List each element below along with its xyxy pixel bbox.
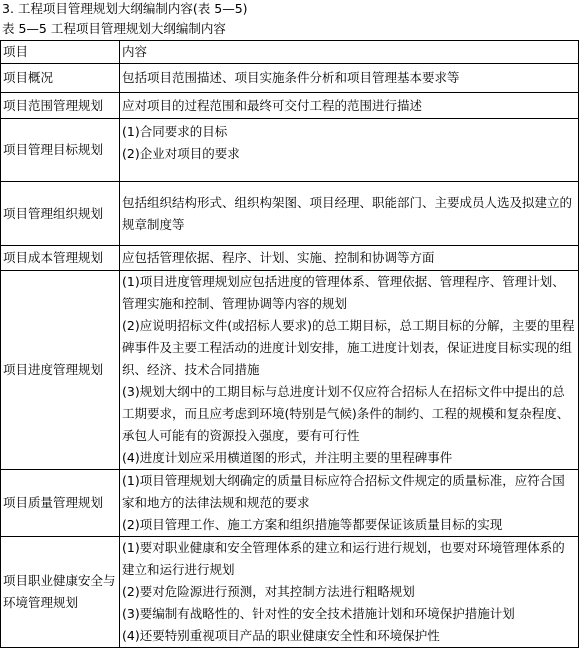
content-line: (2)项目管理工作、施工方案和组织措施等都要保证该质量目标的实现 [122, 517, 503, 532]
content-line: (2)应说明招标文件(或招标人要求)的总工期目标，总工期目标的分解，主要的里程碑事件及主要工程活动的进度计划安排，施工进度计划表，保证进度目标实现的组织、经济、技术合同措施 [122, 318, 575, 377]
content-line: (3)规划大纲中的工期目标与总进度计划不仅应符合招标人在招标文件中提出的总工期要求，而且应考虑到环境(特别是气候)条件的制约、工程的规模和复杂程度、承包人可能有的资源投入强度，要有可行性 [122, 384, 570, 443]
content-line: (1)项目进度管理规划应包括进度的管理体系、管理依据、管理程序、管理计划、管理实施和控制、管理协调等内容的规划 [122, 274, 565, 311]
table-row [1, 182, 579, 246]
content-line: 包括项目范围描述、项目实施条件分析和项目管理基本要求等 [122, 70, 460, 85]
content-line: (4)还要特别重视项目产品的职业健康安全性和环境保护性 [122, 628, 440, 643]
row-item: 项目范围管理规划 [1, 93, 120, 119]
content-line: (4)进度计划应采用横道图的形式，并注明主要的里程碑事件 [122, 450, 453, 465]
table-row [1, 470, 579, 537]
section-heading: 3. 工程项目管理规划大纲编制内容(表 5—5) [2, 1, 248, 16]
row-content [120, 246, 579, 271]
content-line: (3)要编制有战略性的、针对性的安全技术措施计划和环境保护措施计划 [122, 606, 515, 621]
table-row [1, 271, 579, 470]
content-line: 包括组织结构形式、组织构架图、项目经理、职能部门、主要成员人选及拟建立的规章制度等 [122, 194, 573, 232]
row-item: 项目成本管理规划 [1, 246, 120, 271]
content-line: (1)合同要求的目标 [122, 124, 228, 139]
table-row [1, 246, 579, 271]
table-header-row [1, 41, 579, 64]
table-row [1, 64, 579, 93]
header-item: 项目 [1, 41, 120, 64]
outline-table [0, 40, 579, 648]
row-content [120, 537, 579, 648]
header-content: 内容 [120, 41, 579, 64]
row-item: 项目概况 [1, 64, 120, 93]
content-line: (1)要对职业健康和安全管理体系的建立和运行进行规划，也要对环境管理体系的建立和运行进行规划 [122, 540, 565, 577]
row-content [120, 470, 579, 537]
table-row [1, 537, 579, 648]
row-content [120, 182, 579, 246]
row-content [120, 119, 579, 182]
row-item: 项目进度管理规划 [1, 271, 120, 470]
row-content [120, 64, 579, 93]
content-line: 应包括管理依据、程序、计划、实施、控制和协调等方面 [122, 250, 435, 265]
row-item: 项目质量管理规划 [1, 470, 120, 537]
row-item: 项目管理组织规划 [1, 182, 120, 246]
row-content [120, 271, 579, 470]
content-line: (1)项目管理规划大纲确定的质量目标应符合招标文件规定的质量标准，应符合国家和地方的法律法规和规范的要求 [122, 473, 565, 510]
row-content [120, 93, 579, 119]
table-caption: 表 5—5 工程项目管理规划大纲编制内容 [2, 21, 226, 36]
content-line: 应对项目的过程范围和最终可交付工程的范围进行描述 [122, 97, 423, 113]
content-line: (2)要对危险源进行预测，对其控制方法进行粗略规划 [122, 584, 415, 599]
table-row [1, 119, 579, 182]
row-item: 项目职业健康安全与环境管理规划 [1, 537, 120, 648]
row-item: 项目管理目标规划 [1, 119, 120, 182]
table-row [1, 93, 579, 119]
content-line: (2)企业对项目的要求 [122, 146, 240, 161]
